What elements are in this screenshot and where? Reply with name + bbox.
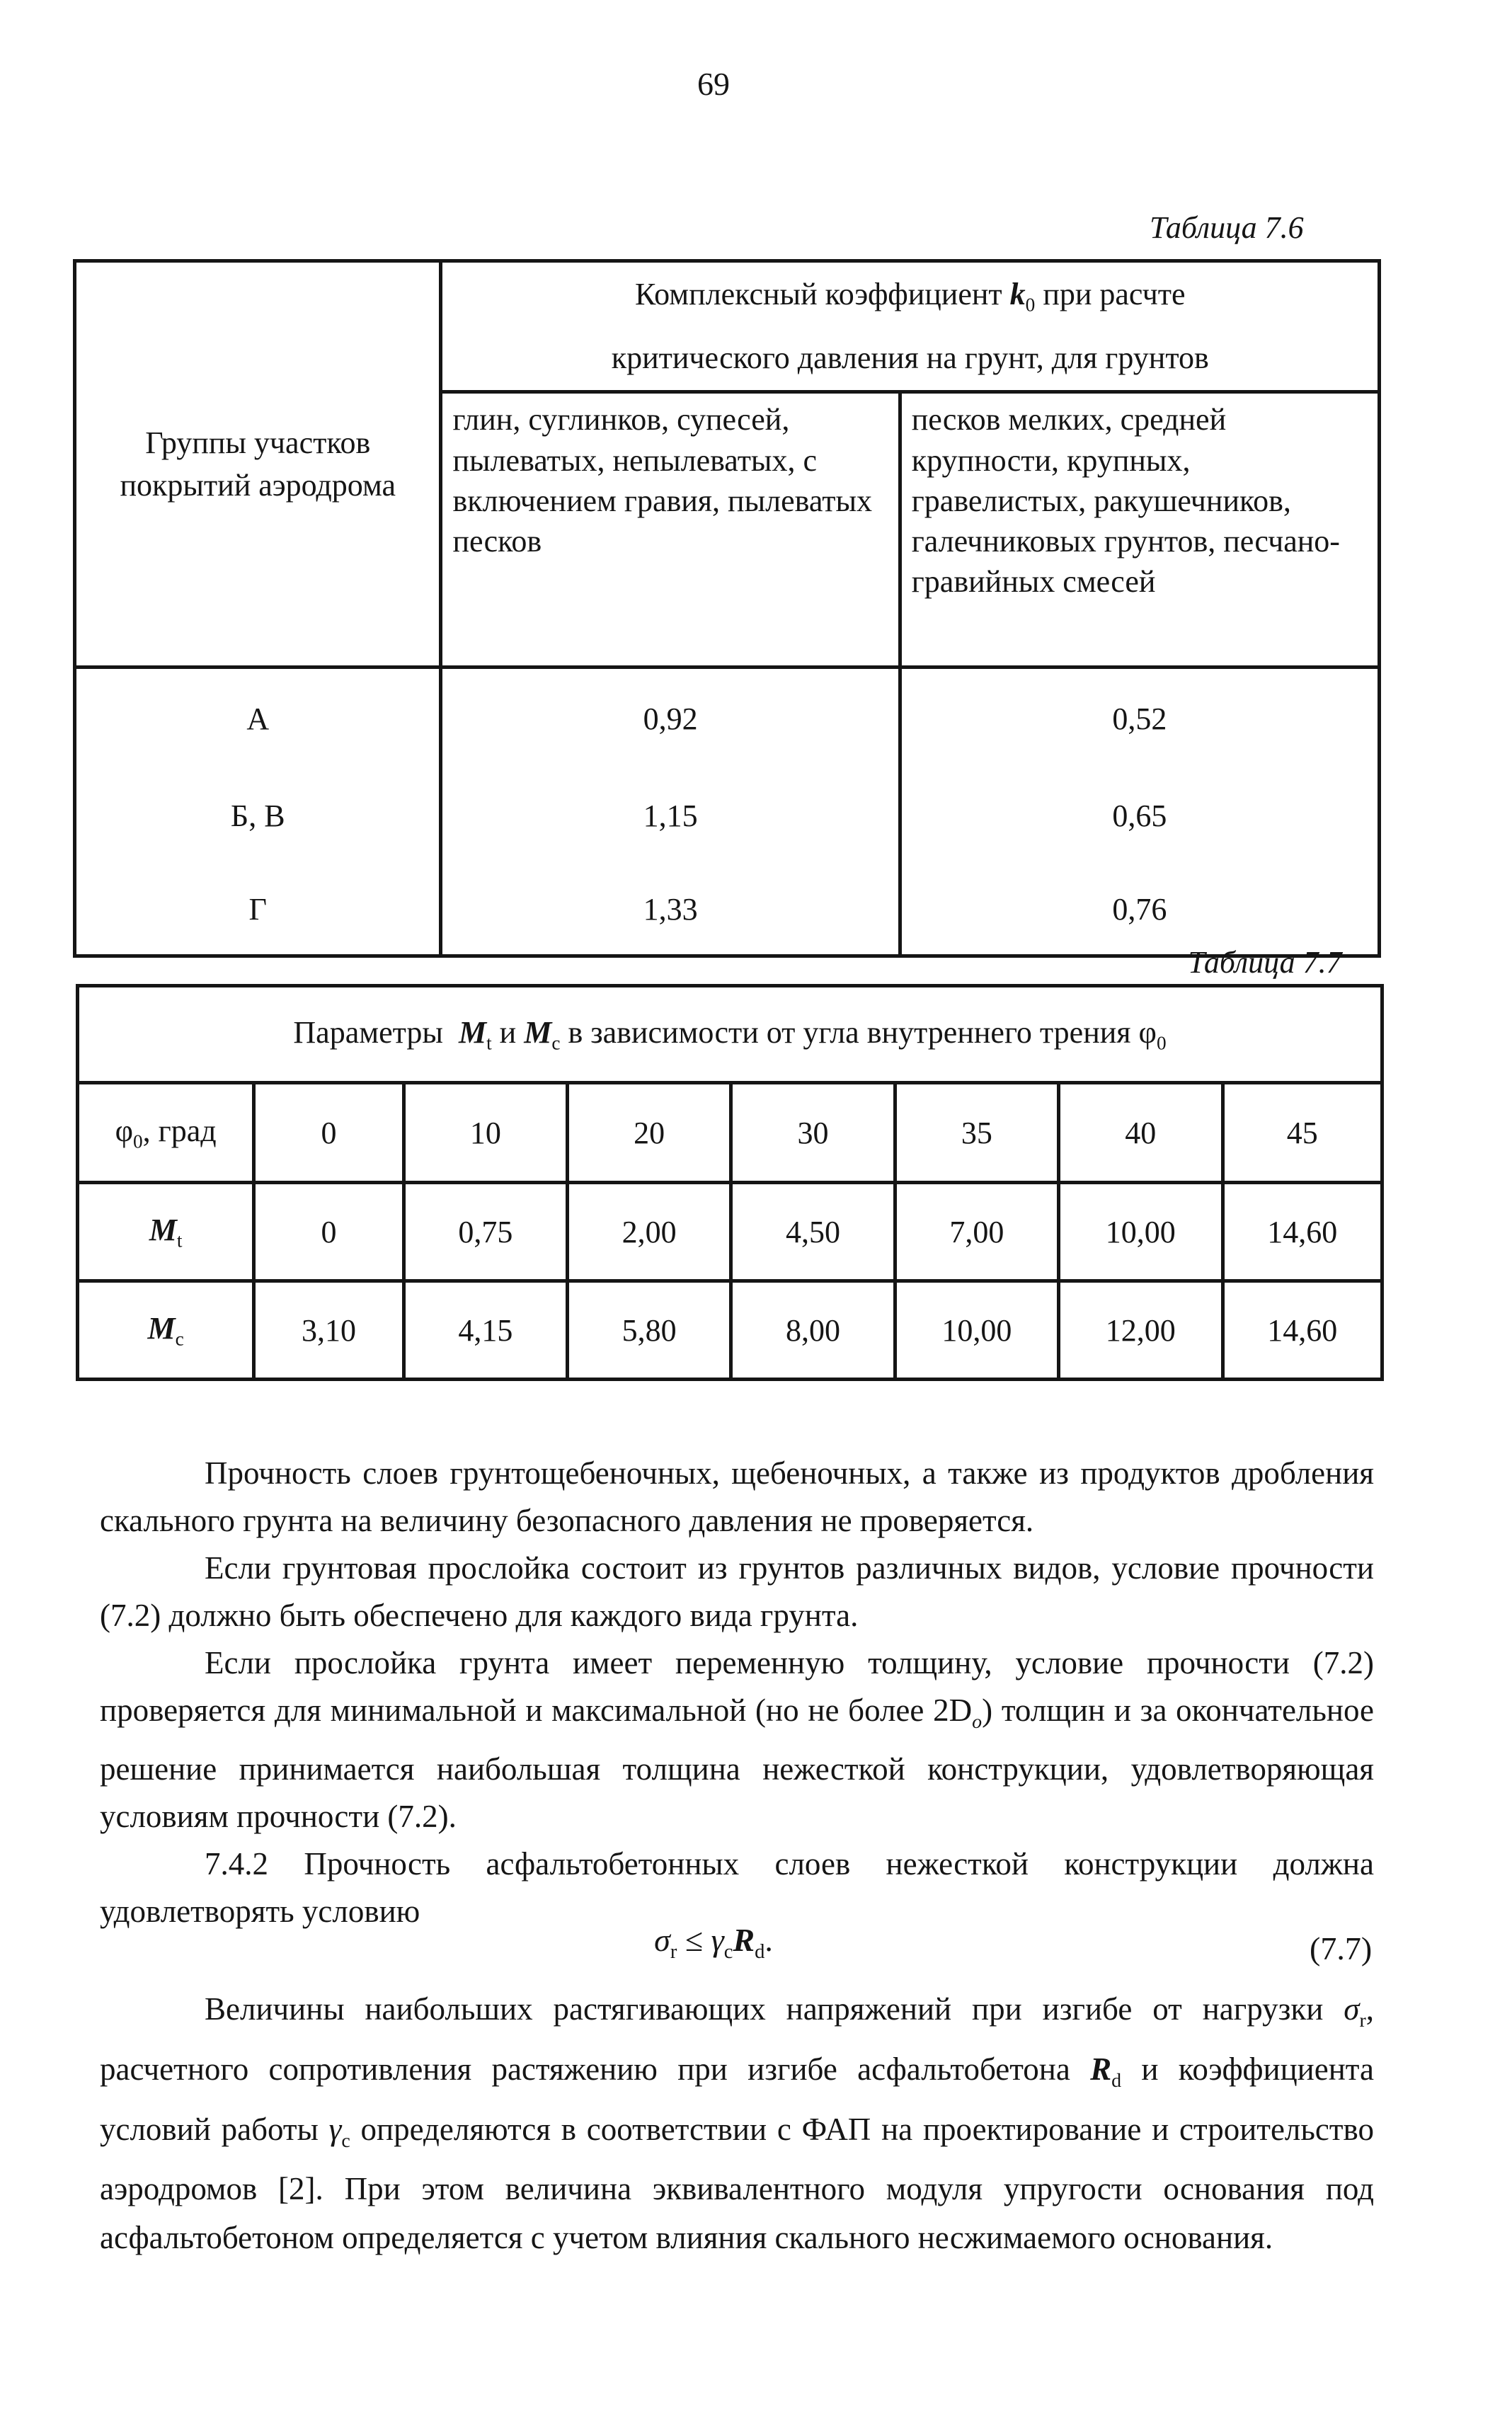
mc-row-label: $M_c$ (78, 1281, 254, 1380)
group-cell: Г (75, 864, 441, 956)
mc-cell: 3,10 (254, 1281, 403, 1380)
table-7-7-caption: Таблица 7.7 (1188, 945, 1342, 980)
coefficient-header-text-end: при расчте (1043, 277, 1186, 311)
formula-7-7: $\sigma_r \le \gamma_cR_d$. (654, 1922, 773, 1963)
table-7-6 (73, 259, 1381, 958)
title-and: и (499, 1014, 517, 1050)
paragraph-stress-values: Величины наибольших растягивающих напряжений при изгибе от нагрузки $\sigma_r$, расчетного сопротивления растяжению при изгибе асфальтобетона $R_d$ и коэффициента условий работы $\gamma_c$ определяются в соответствии с ФАП на проектирование и строительство аэродромов [2]. При этом величина эквивалентного модуля упругости основания под асфальтобетоном определяется с учетом влияния скального несжимаемого основания. (100, 1991, 1375, 2256)
phi-cell: 40 (1059, 1083, 1222, 1183)
mc-cell: 14,60 (1222, 1281, 1382, 1380)
clay-value-cell: 0,92 (441, 668, 900, 768)
k0-symbol: $k_0$ (1009, 277, 1036, 316)
sand-value-cell: 0,65 (900, 768, 1379, 864)
mt-row-label: $M_t$ (78, 1183, 254, 1281)
mt-cell: 7,00 (895, 1183, 1058, 1281)
coefficient-header (441, 261, 1380, 392)
table-7-6-caption: Таблица 7.6 (1150, 210, 1304, 245)
phi-row-label: $\varphi_0$, град (78, 1083, 254, 1183)
group-cell: Б, В (75, 768, 441, 864)
sand-value-cell: 0,76 (900, 864, 1379, 956)
coefficient-header-text: Комплексный коэффициент (634, 277, 1002, 311)
phi-symbol: $\varphi_0$ (1138, 1014, 1167, 1054)
title-prefix: Параметры (293, 1014, 443, 1050)
mt-cell: 0 (254, 1183, 403, 1281)
formula-number: (7.7) (1310, 1930, 1373, 1966)
body-text-upper (100, 1450, 1374, 1935)
sand-soil-header: песков мелких, средней крупности, крупных, гравелистых, ракушечников, галечниковых грунтов, песчано-гравийных смесей (900, 392, 1379, 668)
paragraph-variable-thickness: Если прослойка грунта имеет переменную толщину, условие прочности (7.2) проверяется для минимальной и максимальной (но не более $2D_o$) толщин и за окончательное решение принимается наибольшая толщина нежесткой конструкции, удовлетворяющая условиям прочности (7.2). (100, 1645, 1375, 1834)
table-7-7-title (78, 986, 1382, 1083)
phi-cell: 45 (1222, 1083, 1382, 1183)
coefficient-header-line2: критического давления на грунт, для грунтов (611, 340, 1209, 376)
mt-cell: 14,60 (1222, 1183, 1382, 1281)
phi-cell: 35 (895, 1083, 1058, 1183)
clay-value-cell: 1,33 (441, 864, 900, 956)
mc-cell: 10,00 (895, 1281, 1058, 1380)
mc-cell: 4,15 (403, 1281, 567, 1380)
phi-cell: 30 (731, 1083, 895, 1183)
clay-soil-header: глин, суглинков, супесей, пылеватых, непылеватых, с включением гравия, пылеватых песков (441, 392, 900, 668)
mc-symbol: $M_c$ (524, 1014, 561, 1054)
phi-cell: 0 (254, 1083, 403, 1183)
mt-symbol: $M_t$ (458, 1014, 492, 1054)
mc-cell: 12,00 (1059, 1281, 1222, 1380)
paragraph-soil-interlayer: Если грунтовая прослойка состоит из грунтов различных видов, условие прочности (7.2) должно быть обеспечено для каждого вида грунта. (100, 1550, 1374, 1633)
sand-value-cell: 0,52 (900, 668, 1379, 768)
title-suffix: в зависимости от угла внутреннего трения (568, 1014, 1131, 1050)
mc-cell: 8,00 (731, 1281, 895, 1380)
row-group-header-text: Группы участков покрытий аэродрома (120, 425, 396, 503)
mt-cell: 0,75 (403, 1183, 567, 1281)
body-text-lower (100, 1985, 1374, 2262)
page-number: 69 (697, 66, 730, 102)
row-group-header (75, 261, 441, 668)
mt-cell: 10,00 (1059, 1183, 1222, 1281)
mc-cell: 5,80 (568, 1281, 731, 1380)
mt-cell: 2,00 (568, 1183, 731, 1281)
clay-value-cell: 1,15 (441, 768, 900, 864)
paragraph-strength-crushed: Прочность слоев грунтощебеночных, щебеночных, а также из продуктов дробления скального грунта на величину безопасного давления не проверяется. (100, 1455, 1374, 1538)
phi-cell: 20 (568, 1083, 731, 1183)
paragraph-7-4-2: 7.4.2 Прочность асфальтобетонных слоев нежесткой конструкции должна удовлетворять условию (100, 1845, 1374, 1929)
phi-cell: 10 (403, 1083, 567, 1183)
group-cell: А (75, 668, 441, 768)
table-7-7 (76, 984, 1384, 1381)
mt-cell: 4,50 (731, 1183, 895, 1281)
